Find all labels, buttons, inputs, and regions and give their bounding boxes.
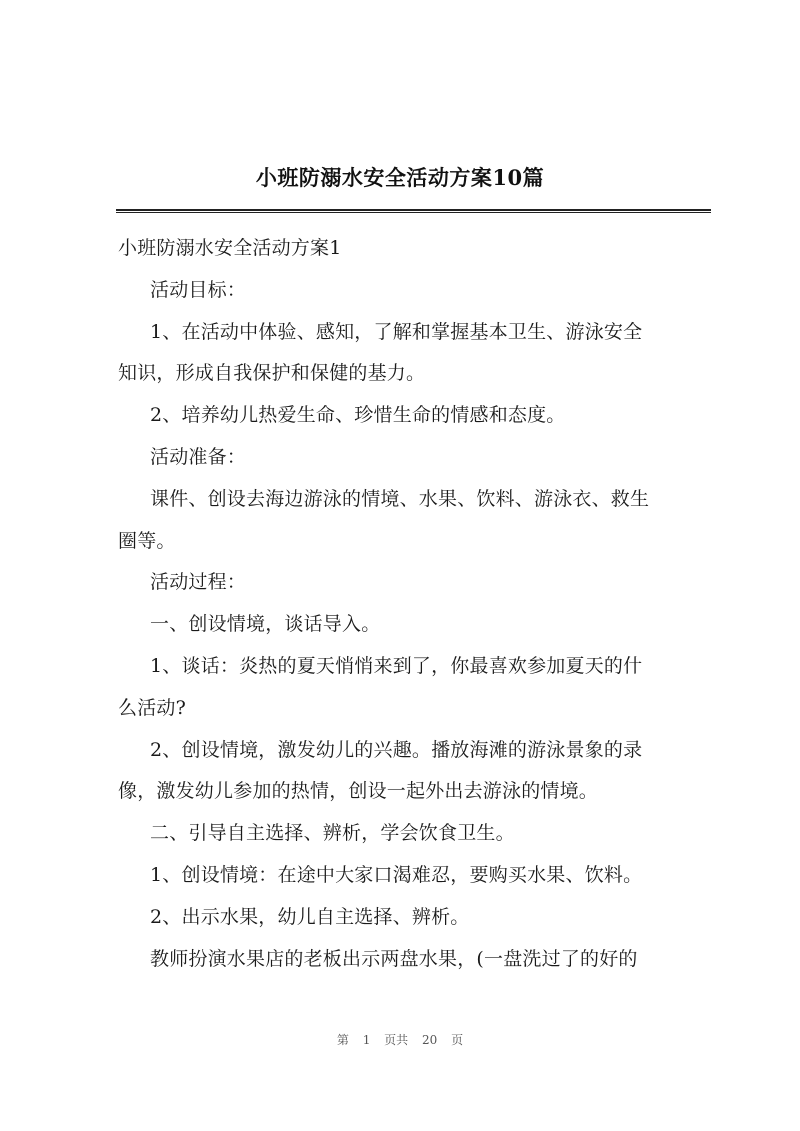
- paragraph-line: 一、创设情境，谈话导入。: [150, 613, 381, 635]
- footer-ye-gong: 页共: [384, 1033, 409, 1047]
- footer-ye: 页: [451, 1033, 464, 1047]
- paragraph-line: 课件、创设去海边游泳的情境、水果、饮料、游泳衣、救生: [150, 488, 650, 510]
- footer-total-pages: 20: [422, 1033, 438, 1047]
- paragraph-line: 像，激发幼儿参加的热情，创设一起外出去游泳的情境。: [118, 780, 599, 802]
- page-footer: [0, 1031, 800, 1048]
- paragraph-line: 1、在活动中体验、感知，了解和掌握基本卫生、游泳安全: [150, 321, 643, 343]
- paragraph-line: 1、谈话：炎热的夏天悄悄来到了，你最喜欢参加夏天的什: [150, 655, 643, 677]
- footer-page-number: 1: [362, 1033, 371, 1047]
- paragraph-line: 2、创设情境，激发幼儿的兴趣。播放海滩的游泳景象的录: [150, 739, 643, 761]
- paragraph-line: 1、创设情境：在途中大家口渴难忍，要购买水果、饮料。: [150, 864, 643, 886]
- document-title: 小班防溺水安全活动方案10篇: [255, 165, 545, 190]
- paragraph-line: 么活动?: [118, 697, 186, 719]
- paragraph-line: 活动目标：: [150, 279, 247, 301]
- section-heading: 小班防溺水安全活动方案1: [118, 237, 342, 259]
- paragraph-line: 2、培养幼儿热爱生命、珍惜生命的情感和态度。: [150, 404, 566, 426]
- paragraph-line: 活动过程：: [150, 571, 247, 593]
- paragraph-line: 二、引导自主选择、辨析，学会饮食卫生。: [150, 822, 515, 844]
- title-divider: [116, 209, 711, 213]
- footer-di: 第: [336, 1033, 349, 1047]
- paragraph-line: 圈等。: [118, 530, 176, 552]
- paragraph-line: 教师扮演水果店的老板出示两盘水果，(一盘洗过了的好的: [150, 948, 638, 970]
- paragraph-line: 2、出示水果，幼儿自主选择、辨析。: [150, 906, 470, 928]
- paragraph-line: 活动准备：: [150, 446, 247, 468]
- paragraph-line: 知识，形成自我保护和保健的基力。: [118, 362, 426, 384]
